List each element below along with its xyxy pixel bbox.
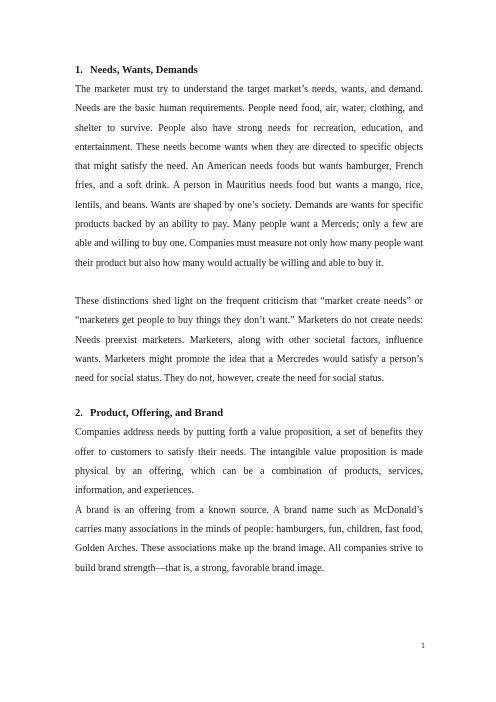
section-title-2: Product, Offering, and Brand [90, 408, 224, 420]
section-title-1: Needs, Wants, Demands [90, 65, 198, 76]
section-spacer [75, 388, 423, 407]
section-number-1: 1. [75, 65, 83, 76]
section-heading-2 [75, 407, 423, 421]
section-2-paragraph-1: Companies address needs by putting forth a value proposition, a set of benefits they offer to customers to satisfy their needs. The intangible value proposition is made physical by an offering, which can be a combination of products, services, information, and experiences. [75, 427, 423, 497]
section-2-paragraph-2: A brand is an offering from a known source. A brand name such as McDonald’s carries many associations in the minds of people: hamburgers, fun, children, fast food, Golden Arches. These associations make up the brand image. All companies strive to build brand strength—that is, a strong, favorable brand image. [75, 504, 423, 574]
page-number: 1 [421, 641, 425, 650]
section-heading-1 [75, 64, 423, 78]
section-1-paragraph-1: The marketer must try to understand the target market’s needs, wants, and demand. Needs are the basic human requirements. People need food, air, water, clothing, and shelter to survive. People also have strong needs for recreation, education, and entertainment. These needs become wants when they are directed to specific objects that might satisfy the need. An American needs foods but wants hamburger, French fries, and a soft drink. A person in Mauritius needs food but wants a mango, rice, lentils, and beans. Wants are shaped by one’s society. Demands are wants for specific products backed by an ability to pay. Many people want a Merceds; only a few are able and willing to buy one. Companies must measure not only how many people want their product but also how many would actually be willing and able to buy it. [75, 84, 423, 269]
paragraph-spacer [75, 273, 423, 292]
section-1-paragraph-2: These distinctions shed light on the frequent criticism that “market create needs” or “marketers get people to buy things they don’t want.” Marketers do not create needs: Needs preexist marketers. Marketers, along with other societal factors, influence wants. Marketers might promote the idea that a Mercredes would satisfy a person’s need for social status. They do not, however, create the need for social status. [75, 295, 423, 385]
document-page [75, 64, 423, 578]
section-number-2: 2. [75, 408, 83, 420]
